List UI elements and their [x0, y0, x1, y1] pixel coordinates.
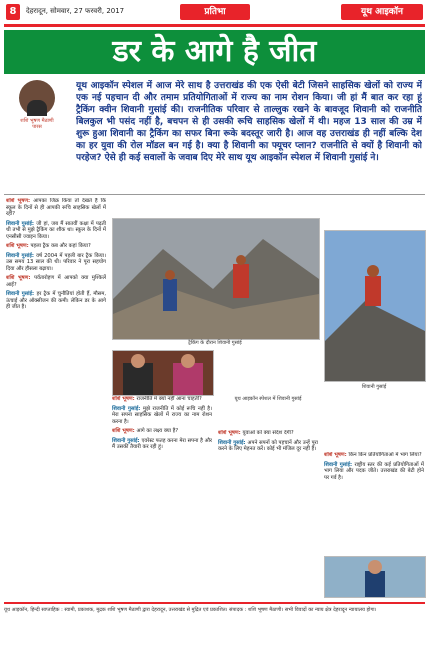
question-speaker: शशि भूषण: [112, 428, 137, 434]
question-speaker: शशि भूषण: [6, 198, 34, 204]
answer-speaker: शिवानी गुसांई: [6, 252, 37, 259]
divider [4, 194, 425, 195]
trekking-photo-2 [324, 230, 426, 382]
qa-paragraph [218, 430, 318, 437]
qa-text: राजनीति में क्यों नहीं आना चाहतीं? [136, 396, 202, 402]
qa-paragraph [6, 275, 106, 288]
article-column-3 [218, 430, 318, 596]
qa-paragraph [6, 253, 106, 273]
author-photo [19, 80, 55, 116]
footer-imprint: यूथ आइकॉन, हिन्दी साप्ताहिक : स्वामी, प्रकाशक, मुद्रक शशि भूषण मैठाणी द्वारा देहरादून, उत्तराखंड से मुद्रित एवं प्रकाशित। संपादक : शशि भूषण मैठाणी। सभी विवादों का न्याय क्षेत्र देहरादून न्यायालय होगा। [4, 602, 425, 647]
question-speaker: शशि भूषण: [6, 243, 31, 249]
qa-text: जी हां, जब मैं सातवीं कक्षा में पढ़ती थी तभी से मुझे ट्रैकिंग का शौक था। स्कूल के दिनों में एनसीसी ज्वाइन किया। [6, 220, 106, 240]
caption-photo-1: ट्रैकिंग के दौरान शिवानी गुसांई [188, 340, 242, 346]
qa-text: हर ट्रैक में चुनौतियां होती हैं, मौसम, ऊंचाई और ऑक्सीजन की कमी। लेकिन डर के आगे ही जीत है। [6, 291, 106, 310]
intro-paragraph: यूथ आइकॉन स्पेशल में आज मेरे साथ है उत्तराखंड की एक ऐसी बेटी जिसने साहसिक खेलों को राज्य में एक नई पहचान दी और तमाम प्रतियोगिताओं में राज्य का नाम रोशन किया। जी हां मैं बात कर रहा हूं ट्रैकिंग क्वीन शिवानी गुसांई की। राजनीतिक परिवार से ताल्लुक रखने के बावजूद शिवानी को राजनीति बिलकुल भी पसंद नहीं है, बचपन से ही उसकी रूचि साहसिक खेलों में थी। महज 13 साल की उम्र में शुरू हुआ शिवानी का ट्रैकिंग का सफर बिना रूके बदस्तूर जारी है। आज वह उत्तराखंड ही नहीं बल्कि देश का हर युवा की रोल मॉडल बन गई है। क्या है शिवानी का फ्यूचर प्लान? राजनीति से क्यों है शिवानी को परहेज? ऐसे ही कई सवालों के जवाब दिए मेरे साथ यूथ आइकॉन स्पेशल में शिवानी गुसांई ने। [76, 81, 422, 163]
article-column-1 [6, 198, 106, 596]
qa-text: किन किन प्रतियोगिताओं में भाग लिया? [348, 452, 422, 458]
qa-text: एवरेस्ट फतह करना मेरा सपना है और मैं उसकी तैयारी कर रही हूं। [112, 437, 212, 450]
question-speaker: शशि भूषण: [112, 396, 137, 402]
answer-speaker: शिवानी गुसांई: [6, 291, 37, 297]
qa-text: अपने सपनों को पहचानें और उन्हें पूरा करने के लिए मेहनत करें। कोई भी मंजिल दूर नहीं है। [218, 439, 318, 452]
section-label: प्रतिभा [180, 4, 250, 20]
brand-label: यूथ आइकॉन [341, 4, 423, 20]
qa-paragraph [6, 198, 106, 218]
qa-paragraph [6, 243, 106, 250]
masthead-bar [0, 0, 429, 24]
qa-text: पर्वतारोहण में आपको क्या मुश्किलें आईं? [6, 275, 106, 288]
qa-text: राष्ट्रीय स्तर की कई प्रतियोगिताओं में भाग लिया और पदक जीते। उत्तराखंड की बेटी होने पर गर्व है। [324, 461, 424, 481]
qa-paragraph [324, 462, 424, 482]
caption-photo-3: यूथ आइकॉन स्पेशल में शिवानी गुसांई [234, 396, 302, 402]
portrait-photo [324, 556, 426, 598]
question-speaker: शशि भूषण: [324, 452, 349, 458]
qa-paragraph [6, 221, 106, 241]
qa-text: मुझे राजनीति में कोई रूचि नहीं है। मेरा सपना साहसिक खेलों में राज्य का नाम रोशन करना है। [112, 405, 212, 425]
article-column-4 [324, 452, 424, 552]
answer-speaker: शिवानी गुसांई: [6, 220, 37, 227]
qa-paragraph [112, 396, 212, 403]
qa-text: युवाओं को क्या संदेश देंगी? [242, 430, 294, 436]
qa-text: आगे का लक्ष्य क्या है? [136, 428, 179, 434]
question-speaker: शशि भूषण: [6, 275, 35, 281]
qa-paragraph [324, 452, 424, 459]
qa-paragraph [6, 291, 106, 311]
page-number: 8 [6, 4, 20, 20]
qa-text: पहला ट्रैक कब और कहां किया? [30, 243, 91, 249]
header-rule [4, 24, 425, 27]
qa-paragraph [112, 438, 212, 451]
trekking-photo-1 [112, 218, 320, 340]
page-headline: डर के आगे है जीत [4, 30, 425, 74]
author-block [6, 80, 68, 140]
dateline: देहरादून, सोमवार, 27 फरवरी, 2017 [26, 7, 125, 15]
answer-speaker: शिवानी गुसांई: [324, 461, 355, 468]
qa-paragraph [112, 406, 212, 426]
qa-text: वर्ष 2004 में पहली बार ट्रैक किया। उस समय 13 साल की थी। परिवार ने पूरा सहयोग दिया और हौसला बढ़ाया। [6, 252, 106, 272]
article-column-2 [112, 396, 212, 596]
interview-photo [112, 350, 214, 396]
qa-paragraph [218, 440, 318, 453]
qa-paragraph [112, 428, 212, 435]
author-title: पारस [32, 124, 42, 130]
answer-speaker: शिवानी गुसांई: [112, 437, 142, 444]
answer-speaker: शिवानी गुसांई: [112, 405, 143, 412]
author-name: शशि भूषण मैठाणी [20, 118, 54, 124]
qa-text: आपका जिक्र किया तो देखते हैं कि स्कूल के दिनों से ही आपकी रूचि साहसिक खेलों में रही? [6, 198, 106, 217]
caption-photo-2: शिवानी गुसांई [361, 384, 387, 390]
answer-speaker: शिवानी गुसांई: [218, 439, 248, 446]
question-speaker: शशि भूषण: [218, 430, 243, 436]
